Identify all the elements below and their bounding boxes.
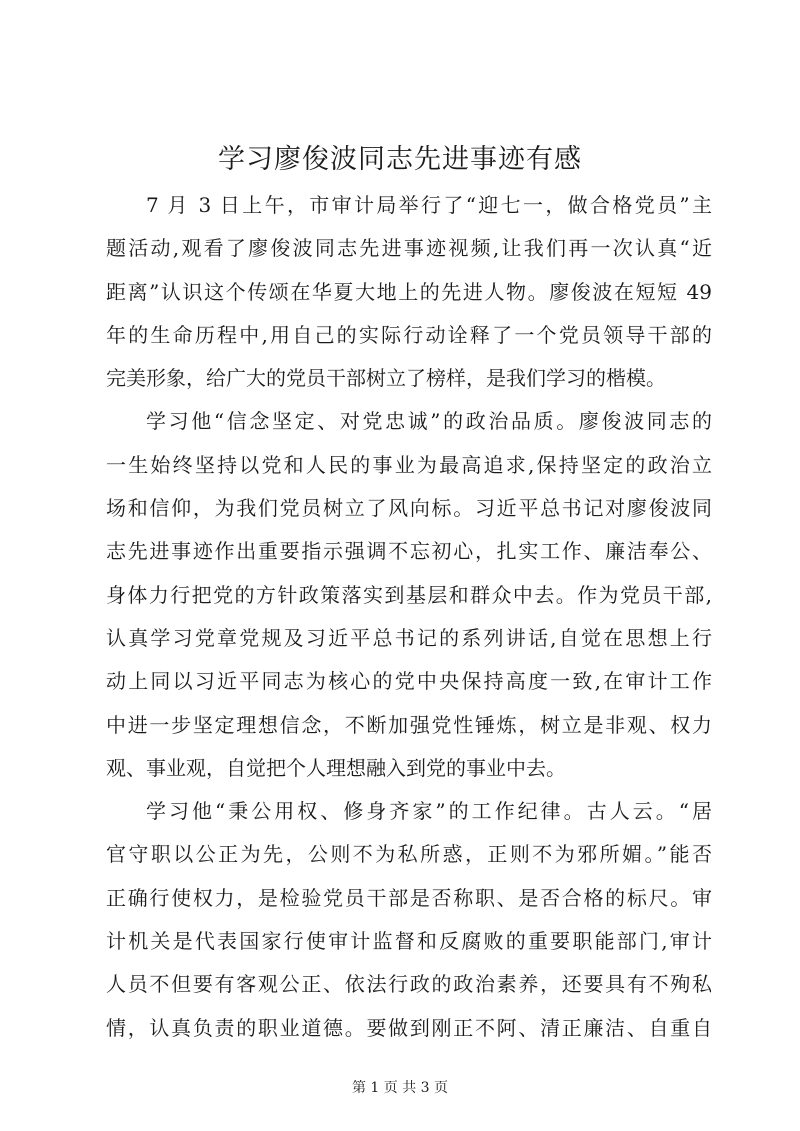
text-line: 7 月 3 日上午，市审计局举行了“迎七一，做合格党员”主 <box>146 193 712 217</box>
text-line: 认真学习党章党规及习近平总书记的系列讲话,自觉在思想上行 <box>106 625 712 650</box>
text-line: 题活动,观看了廖俊波同志先进事迹视频,让我们再一次认真“近 <box>106 236 712 261</box>
text-line: 学习他“信念坚定、对党忠诚”的政治品质。廖俊波同志的 <box>146 409 712 434</box>
text-line: 计机关是代表国家行使审计监督和反腐败的重要职能部门,审计 <box>106 929 712 954</box>
text-line: 情，认真负责的职业道德。要做到刚正不阿、清正廉洁、自重自 <box>106 1015 712 1040</box>
document-title: 学习廖俊波同志先进事迹有感 <box>218 144 582 175</box>
page-number-footer: 第 1 页 共 3 页 <box>351 1080 449 1096</box>
text-line: 人员不但要有客观公正、依法行政的政治素养，还要具有不殉私 <box>106 972 712 997</box>
text-line: 场和信仰，为我们党员树立了风向标。习近平总书记对廖俊波同 <box>106 496 712 521</box>
text-line: 观、事业观，自觉把个人理想融入到党的事业中去。 <box>106 755 566 780</box>
text-line: 中进一步坚定理想信念，不断加强党性锤炼，树立是非观、权力 <box>106 712 712 737</box>
text-line: 动上同以习近平同志为核心的党中央保持高度一致,在审计工作 <box>106 669 712 694</box>
text-line: 官守职以公正为先，公则不为私所惑，正则不为邪所媚。”能否 <box>106 842 712 867</box>
text-line: 一生始终坚持以党和人民的事业为最高追求,保持坚定的政治立 <box>106 452 712 477</box>
text-line: 学习他“秉公用权、修身齐家”的工作纪律。古人云。“居 <box>146 799 712 824</box>
text-line: 正确行使权力，是检验党员干部是否称职、是否合格的标尺。审 <box>106 885 712 910</box>
text-line: 身体力行把党的方针政策落实到基层和群众中去。作为党员干部, <box>106 582 712 607</box>
text-line: 距离”认识这个传颂在华夏大地上的先进人物。廖俊波在短短 49 <box>106 279 712 304</box>
text-line: 年的生命历程中,用自己的实际行动诠释了一个党员领导干部的 <box>106 322 712 347</box>
document-body <box>106 184 712 1050</box>
text-line: 完美形象，给广大的党员干部树立了榜样，是我们学习的楷模。 <box>106 366 666 391</box>
text-line: 志先进事迹作出重要指示强调不忘初心，扎实工作、廉洁奉公、 <box>106 539 712 564</box>
